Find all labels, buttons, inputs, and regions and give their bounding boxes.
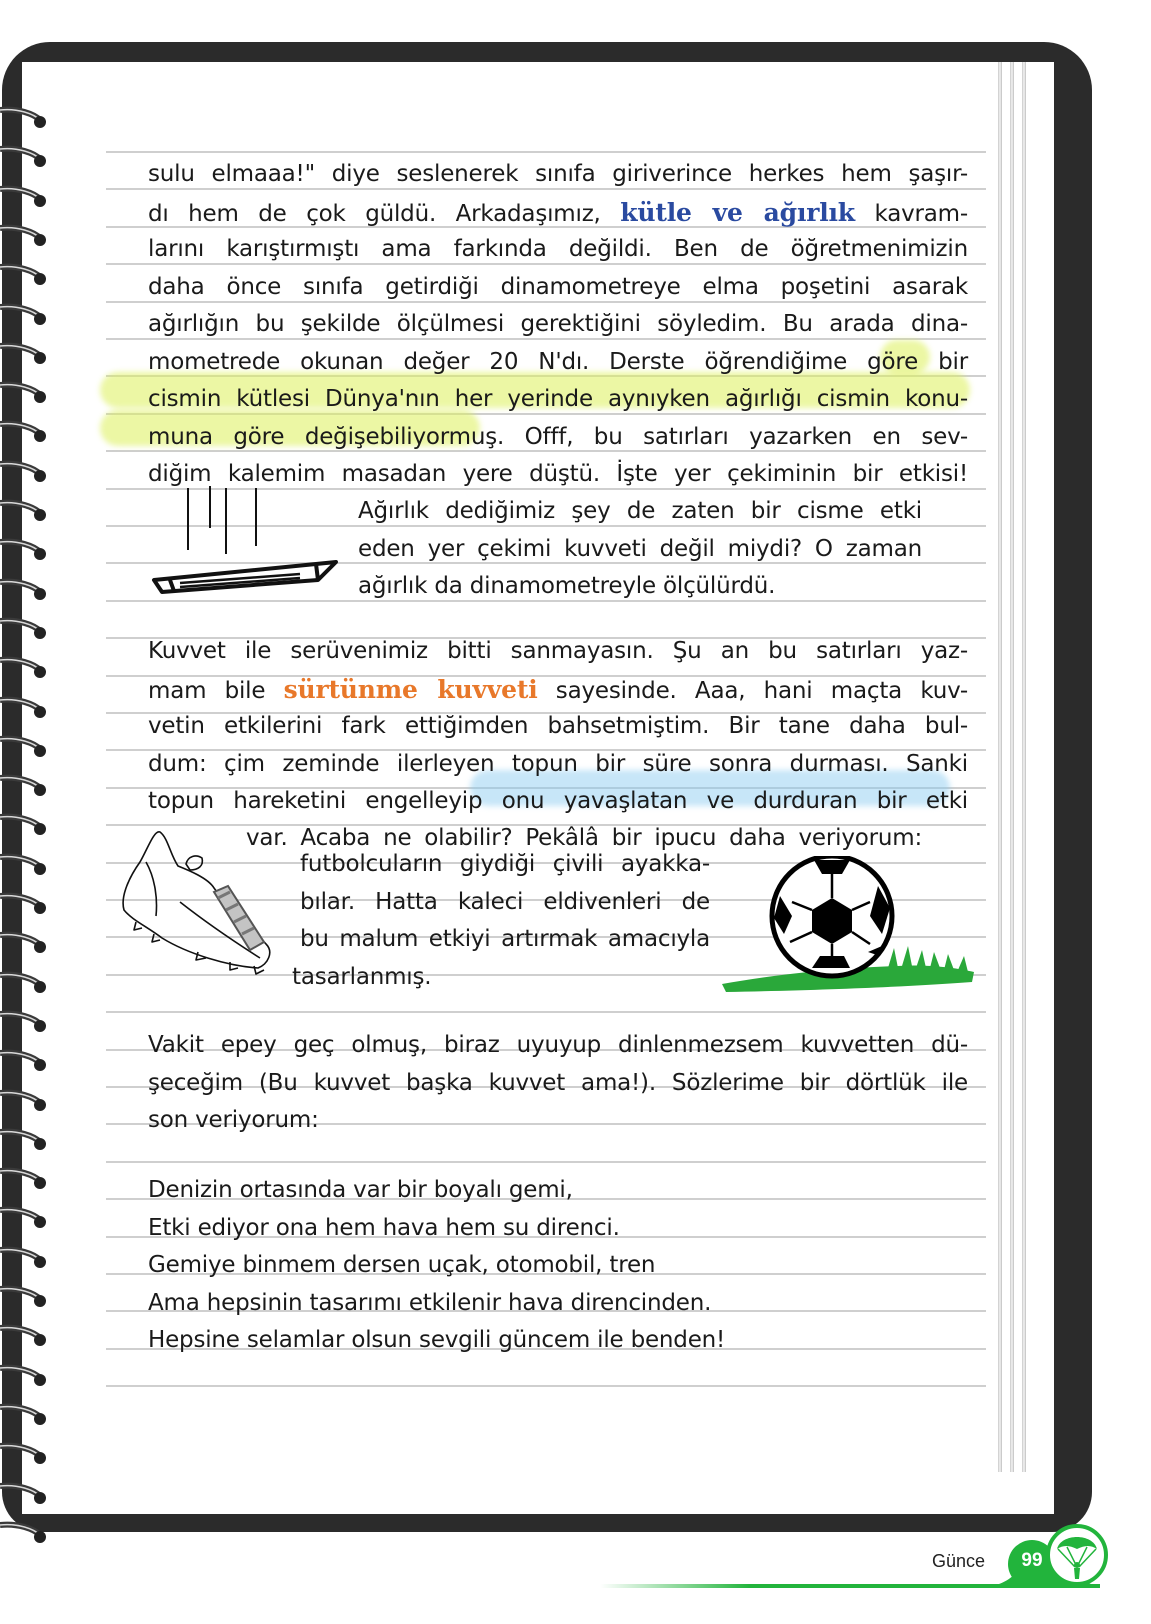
spiral-ring: [0, 1049, 48, 1073]
text-line: var. Acaba ne olabilir? Pekâlâ bir ipucu daha veriyorum:: [246, 825, 922, 851]
text-line: Kuvvet ile serüvenimiz bitti sanmayasın. Şu an bu satırları yaz-: [148, 638, 968, 664]
text-line: diğim kalemim masadan yere düştü. İşte yer çekiminin bir etkisi!: [148, 461, 968, 487]
spiral-ring: [0, 1206, 48, 1230]
text-line: bılar. Hatta kaleci eldivenleri de: [300, 888, 710, 915]
shoe-paragraph: [292, 846, 710, 996]
text-line: mam bile sürtünme kuvveti sayesinde. Aaa, hani maçta kuv-: [148, 674, 969, 704]
spiral-ring: [0, 538, 48, 562]
spiral-ring: [0, 735, 48, 759]
spiral-ring: [0, 1482, 48, 1506]
spiral-ring: [0, 1364, 48, 1388]
pencil-paragraph: [358, 493, 922, 606]
spiral-binding: [0, 0, 60, 1624]
spiral-ring: [0, 1521, 48, 1545]
spiral-ring: [0, 971, 48, 995]
text-line: dum: çim zeminde ilerleyen topun bir süre sonra durması. Sanki: [148, 750, 968, 777]
spiral-ring: [0, 813, 48, 837]
text-line: dı hem de çok güldü. Arkadaşımız, kütle ve ağırlık kavram-: [148, 197, 968, 227]
keyword-mass-weight: kütle ve ağırlık: [620, 197, 855, 227]
text-line: son veriyorum:: [148, 1107, 319, 1133]
poem-line: Ama hepsinin tasarımı etkilenir hava direncinden.: [148, 1289, 712, 1316]
spiral-ring: [0, 578, 48, 602]
paragraph-3: [148, 1027, 968, 1140]
spiral-ring: [0, 263, 48, 287]
ruled-line: [106, 1385, 986, 1387]
spiral-ring: [0, 1010, 48, 1034]
spiral-ring: [0, 656, 48, 680]
text-line: şeceğim (Bu kuvvet başka kuvvet ama!). Sözlerime bir dörtlük ile: [148, 1069, 968, 1096]
spiral-ring: [0, 145, 48, 169]
spiral-ring: [0, 381, 48, 405]
spiral-ring: [0, 106, 48, 130]
spiral-ring: [0, 1403, 48, 1427]
text-line: muna göre değişebiliyormuş. Offf, bu satırları yazarken en sev-: [148, 423, 968, 450]
spiral-ring: [0, 499, 48, 523]
poem-line: Etki ediyor ona hem hava hem su direnci.: [148, 1214, 620, 1241]
text-line: Vakit epey geç olmuş, biraz uyuyup dinlenmezsem kuvvetten dü-: [148, 1032, 968, 1058]
page-edge-lines: [998, 62, 1038, 1472]
poem-line: Hepsine selamlar olsun sevgili güncem ile benden!: [148, 1327, 726, 1353]
spiral-ring: [0, 1089, 48, 1113]
ruled-line: [106, 151, 986, 153]
spiral-ring: [0, 224, 48, 248]
spiral-ring: [0, 342, 48, 366]
spiral-ring: [0, 1128, 48, 1152]
spiral-ring: [0, 774, 48, 798]
text-line: futbolcuların giydiği çivili ayakka-: [300, 851, 710, 877]
text-line: ağırlık da dinamometreyle ölçülürdü.: [358, 573, 776, 599]
spiral-ring: [0, 617, 48, 641]
spiral-ring: [0, 853, 48, 877]
falling-pencil-icon: [140, 480, 350, 600]
text-line: Ağırlık dediğimiz şey de zaten bir cisme etki: [358, 498, 922, 524]
spiral-ring: [0, 1246, 48, 1270]
spiral-ring: [0, 1324, 48, 1348]
paragraph-2: [148, 633, 968, 821]
poem-line: Denizin ortasında var bir boyalı gemi,: [148, 1177, 573, 1203]
ruled-line: [106, 1011, 986, 1013]
poem: [148, 1172, 968, 1360]
football-boot-icon: [118, 826, 278, 976]
poem-line: Gemiye binmem dersen uçak, otomobil, tren: [148, 1252, 656, 1278]
text-line: bu malum etkiyi artırmak amacıyla: [300, 926, 710, 952]
text-line: daha önce sınıfa getirdiği dinamometreye elma poşetini asarak: [148, 273, 968, 300]
keyword-friction-force: sürtünme kuvveti: [283, 674, 538, 704]
spiral-ring: [0, 460, 48, 484]
spiral-ring: [0, 303, 48, 327]
soccer-ball-icon: [718, 856, 978, 996]
spiral-ring: [0, 185, 48, 209]
text-line: larını karıştırmıştı ama farkında değildi. Ben de öğretmenimizin: [148, 236, 968, 262]
text-line: topun hareketini engelleyip onu yavaşlatan ve durduran bir etki: [148, 788, 968, 814]
text-line: mometrede okunan değer 20 N'dı. Derste öğrendiğime göre bir: [148, 348, 968, 375]
spiral-ring: [0, 696, 48, 720]
spiral-ring: [0, 420, 48, 444]
spiral-ring: [0, 892, 48, 916]
text-line: tasarlanmış.: [292, 963, 432, 990]
text-line: vetin etkilerini fark ettiğimden bahsetmiştim. Bir tane daha bul-: [148, 713, 968, 739]
spiral-ring: [0, 1167, 48, 1191]
section-label: Günce: [932, 1551, 986, 1571]
parachute-icon: [1045, 1523, 1109, 1587]
page-number: 99: [1008, 1540, 1056, 1588]
paragraph-1: [148, 156, 968, 494]
spiral-ring: [0, 931, 48, 955]
text-line: ağırlığın bu şekilde ölçülmesi gerektiğini söyledim. Bu arada dina-: [148, 311, 968, 337]
text-line: eden yer çekimi kuvveti değil miydi? O zaman: [358, 535, 922, 562]
spiral-ring: [0, 1442, 48, 1466]
text-line: cismin kütlesi Dünya'nın her yerinde aynıyken ağırlığı cismin konu-: [148, 386, 968, 412]
spiral-ring: [0, 1285, 48, 1309]
ruled-line: [106, 1161, 986, 1163]
text-line: sulu elmaaa!" diye seslenerek sınıfa giriverince herkes hem şaşır-: [148, 161, 968, 187]
